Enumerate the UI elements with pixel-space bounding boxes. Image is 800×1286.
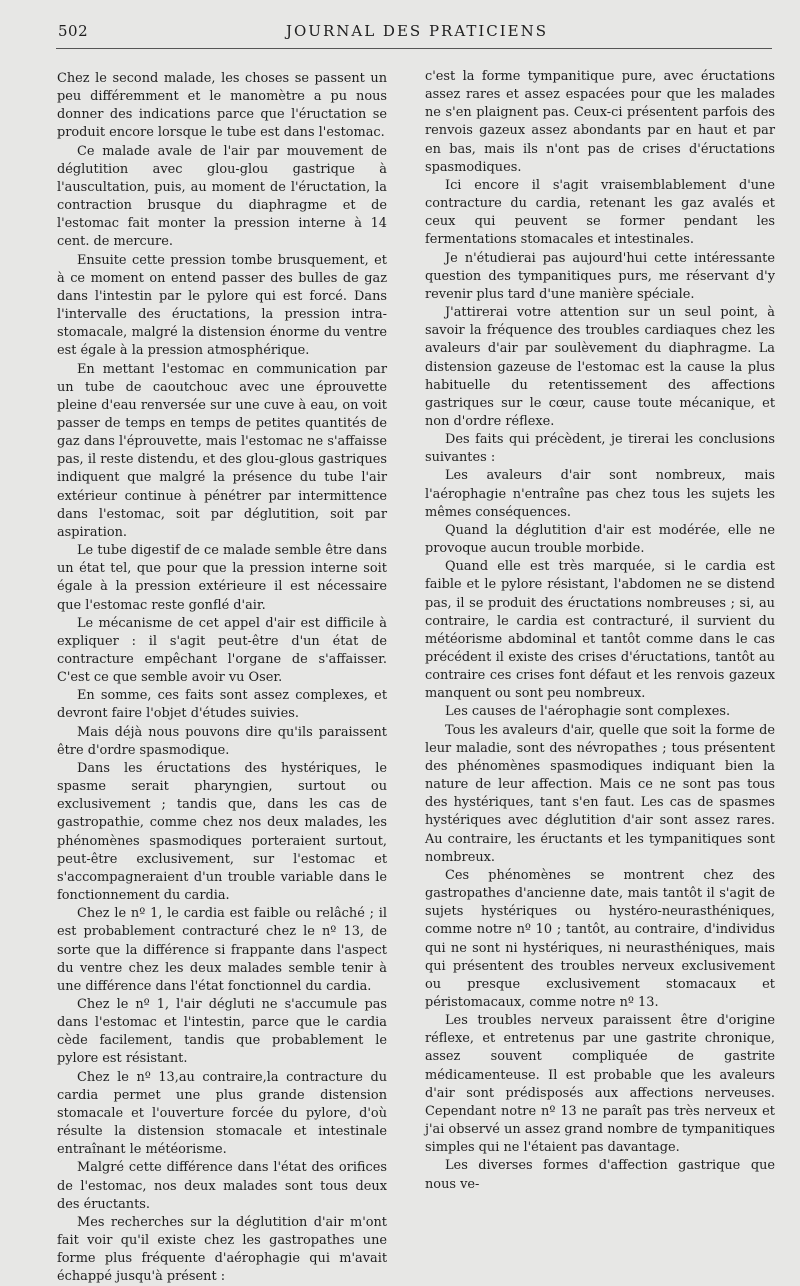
paragraph: Mes recherches sur la déglutition d'air m'ont fait voir qu'il existe chez les gastropathes une forme plus fréquente d'aérophagie qui m'avait échappé jusqu'à présent : [57,1214,387,1285]
left-column [57,70,387,1286]
paragraph: Quand elle est très marquée, si le cardia est faible et le pylore résistant, l'abdomen ne se distend pas, il se produit des éructations nombreuses ; si, au contraire, le cardia est contracturé, il survient du météorisme abdominal et tantôt comme dans le cas précédent il existe des crises d'éructations, tantôt au contraire ces crises font défaut et les renvois gazeux manquent ou sont peu nombreux. [425,559,775,702]
paragraph: Ce malade avale de l'air par mouvement de déglutition avec glou-glou gastrique à l'auscultation, puis, au moment de l'éructation, la contraction brusque du diaphragme et de l'estomac fait monter la pression interne à 14 cent. de mercure. [57,143,387,250]
paragraph: J'attirerai votre attention sur un seul point, à savoir la fréquence des troubles cardiaques chez les avaleurs d'air par soulèvement du diaphragme. La distension gazeuse de l'estomac est la cause la plus habituelle du retentissement des affections gastriques sur le cœur, cause toute mécanique, et non d'ordre réflexe. [425,305,775,429]
paragraph: Ici encore il s'agit vraisemblablement d'une contracture du cardia, retenant les gaz avalés et ceux qui peuvent se former pendant les fermentations stomacales et intestinales. [425,177,775,248]
paragraph: Le tube digestif de ce malade semble être dans un état tel, que pour que la pression interne soit égale à la pression extérieure il est nécessaire que l'estomac reste gonflé d'air. [57,543,387,613]
paragraph: Chez le second malade, les choses se passent un peu différemment et le manomètre a pu nous donner des indications parce que l'éructation se produit encore lorsque le tube est dans l'estomac. [57,71,387,141]
page-header [58,22,770,44]
paragraph: En mettant l'estomac en communication par un tube de caoutchouc avec une éprouvette pleine d'eau renversée sur une cuve à eau, on voit passer de temps en temps de petites quantités de gaz dans l'éprouvette, mais l'estomac ne s'affaisse pas, il reste distendu, et des glou-glous gastriques indiquent que malgré la présence du tube l'air extérieur continue à pénétrer par intermittence dans l'estomac, soit par déglutition, soit par aspiration. [57,361,387,540]
paragraph: Les avaleurs d'air sont nombreux, mais l'aérophagie n'entraîne pas chez tous les sujets les mêmes conséquences. [425,468,775,520]
paragraph: Ces phénomènes se montrent chez des gastropathes d'ancienne date, mais tantôt il s'agit de sujets hystériques ou hystéro-neurasthéniques, comme notre nº 10 ; tantôt, au contraire, d'individus qui ne sont ni hystériques, ni neurasthéniques, mais qui présentent des troubles nerveux exclusivement ou presque exclusivement stomacaux et péristomacaux, comme notre nº 13. [425,867,775,1010]
paragraph: Quand la déglutition d'air est modérée, elle ne provoque aucun trouble morbide. [425,522,775,557]
right-column [425,68,775,1194]
paragraph: Chez le nº 1, le cardia est faible ou relâché ; il est probablement contracturé chez le nº 13, de sorte que la différence si frappante dans l'aspect du ventre chez les deux malades semble tenir à une différence dans l'état fonctionnel du cardia. [57,906,387,994]
paragraph: c'est la forme tympanitique pure, avec éructations assez rares et assez espacées pour que les malades ne s'en plaignent pas. Ceux-ci présentent parfois des renvois gazeux assez abondants par en haut et par en bas, mais ils n'ont pas de crises d'éructations spasmodiques. [425,69,775,175]
paragraph: En somme, ces faits sont assez complexes, et devront faire l'objet d'études suivies. [57,688,387,722]
paragraph: Chez le nº 1, l'air dégluti ne s'accumule pas dans l'estomac et l'intestin, parce que le cardia cède facilement, tandis que probablement le pylore est résistant. [57,996,387,1067]
paragraph: Les diverses formes d'affection gastrique que nous ve- [425,1158,775,1192]
paragraph: Dans les éructations des hystériques, le spasme serait pharyngien, surtout ou exclusivement ; tandis que, dans les cas de gastropathie, comme chez nos deux malades, les phénomènes spasmodiques porteraient surtout, peut-être exclusivement, sur l'estomac et s'accompagneraient d'un trouble variable dans le fonctionnement du cardia. [57,760,387,904]
paragraph: Tous les avaleurs d'air, quelle que soit la forme de leur maladie, sont des névropathes ; tous présentent des phénomènes spasmodiques indiquant bien la nature de leur affection. Mais ce ne sont pas tous des hystériques, tant s'en faut. Les cas de spasmes hystériques avec déglutition d'air sont assez rares. Au contraire, les éructants et les tympanitiques sont nombreux. [425,722,775,865]
page-number: 502 [58,22,89,40]
paragraph: Le mécanisme de cet appel d'air est difficile à expliquer : il s'agit peut-être d'un état de contracture empêchant l'organe de s'affaisser. C'est ce que semble avoir vu Oser. [57,615,387,686]
paragraph: Les causes de l'aérophagie sont complexes. [445,704,731,720]
header-rule [56,48,772,49]
paragraph: Mais déjà nous pouvons dire qu'ils paraissent être d'ordre spasmodique. [57,724,387,758]
running-title: JOURNAL DES PRATICIENS [286,22,549,40]
paragraph: Les troubles nerveux paraissent être d'origine réflexe, et entretenus par une gastrite chronique, assez souvent compliquée de gastrite médicamenteuse. Il est probable que les avaleurs d'air sont prédisposés aux affections nerveuses. Cependant notre nº 13 ne paraît pas très nerveux et j'ai observé un assez grand nombre de tympanitiques simples qui ne l'étaient pas davantage. [425,1013,775,1156]
paragraph: Des faits qui précèdent, je tirerai les conclusions suivantes : [425,432,775,466]
paragraph: Malgré cette différence dans l'état des orifices de l'estomac, nos deux malades sont tous deux des éructants. [57,1160,387,1212]
paragraph: Je n'étudierai pas aujourd'hui cette intéressante question des tympanitiques purs, me réservant d'y revenir plus tard d'une manière spéciale. [425,250,775,302]
paragraph: Ensuite cette pression tombe brusquement, et à ce moment on entend passer des bulles de gaz dans l'intestin par le pylore qui est forcé. Dans l'intervalle des éructations, la pression intra-stomacale, malgré la distension énorme du ventre est égale à la pression atmosphérique. [57,252,387,359]
paragraph: Chez le nº 13,au contraire,la contracture du cardia permet une plus grande distension stomacale et l'ouverture forcée du pylore, d'où résulte la distension stomacale et intestinale entraînant le météorisme. [57,1069,387,1158]
